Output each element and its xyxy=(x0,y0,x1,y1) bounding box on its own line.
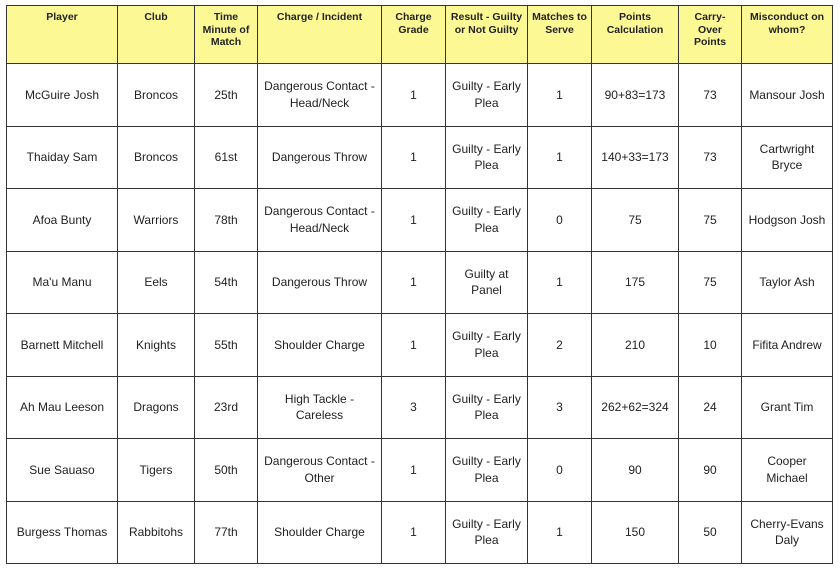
cell-result: Guilty - Early Plea xyxy=(446,126,528,189)
cell-misconduct-on: Cooper Michael xyxy=(742,439,833,502)
cell-club: Tigers xyxy=(118,439,195,502)
header-charge-incident: Charge / Incident xyxy=(258,6,382,64)
cell-club: Dragons xyxy=(118,376,195,439)
cell-player: Afoa Bunty xyxy=(7,189,118,252)
cell-club: Knights xyxy=(118,314,195,377)
cell-matches: 2 xyxy=(528,314,592,377)
cell-grade: 1 xyxy=(382,314,446,377)
cell-player: Burgess Thomas xyxy=(7,501,118,564)
cell-time: 25th xyxy=(195,64,258,127)
cell-grade: 1 xyxy=(382,251,446,314)
table-row xyxy=(7,314,833,377)
cell-misconduct-on: Mansour Josh xyxy=(742,64,833,127)
cell-time: 55th xyxy=(195,314,258,377)
header-charge-grade: Charge Grade xyxy=(382,6,446,64)
cell-charge: Dangerous Contact - Head/Neck xyxy=(258,64,382,127)
cell-time: 50th xyxy=(195,439,258,502)
cell-result: Guilty - Early Plea xyxy=(446,376,528,439)
table-row xyxy=(7,126,833,189)
cell-grade: 1 xyxy=(382,189,446,252)
cell-charge: Dangerous Contact - Head/Neck xyxy=(258,189,382,252)
cell-result: Guilty - Early Plea xyxy=(446,189,528,252)
cell-points: 175 xyxy=(592,251,679,314)
cell-club: Eels xyxy=(118,251,195,314)
table-row xyxy=(7,189,833,252)
cell-misconduct-on: Cartwright Bryce xyxy=(742,126,833,189)
cell-misconduct-on: Fifita Andrew xyxy=(742,314,833,377)
cell-result: Guilty - Early Plea xyxy=(446,314,528,377)
cell-result: Guilty - Early Plea xyxy=(446,439,528,502)
cell-carry-over: 24 xyxy=(679,376,742,439)
cell-club: Broncos xyxy=(118,64,195,127)
table-row xyxy=(7,64,833,127)
cell-carry-over: 75 xyxy=(679,251,742,314)
cell-points: 210 xyxy=(592,314,679,377)
cell-carry-over: 10 xyxy=(679,314,742,377)
cell-player: Thaiday Sam xyxy=(7,126,118,189)
cell-points: 75 xyxy=(592,189,679,252)
cell-club: Warriors xyxy=(118,189,195,252)
header-points-calculation: Points Calculation xyxy=(592,6,679,64)
cell-carry-over: 50 xyxy=(679,501,742,564)
cell-grade: 1 xyxy=(382,439,446,502)
header-result: Result - Guilty or Not Guilty xyxy=(446,6,528,64)
cell-carry-over: 73 xyxy=(679,64,742,127)
cell-points: 262+62=324 xyxy=(592,376,679,439)
cell-misconduct-on: Cherry-Evans Daly xyxy=(742,501,833,564)
cell-grade: 1 xyxy=(382,64,446,127)
cell-carry-over: 90 xyxy=(679,439,742,502)
cell-time: 23rd xyxy=(195,376,258,439)
header-matches-to-serve: Matches to Serve xyxy=(528,6,592,64)
header-time-minute: Time Minute of Match xyxy=(195,6,258,64)
cell-charge: Shoulder Charge xyxy=(258,501,382,564)
cell-player: Barnett Mitchell xyxy=(7,314,118,377)
cell-matches: 1 xyxy=(528,501,592,564)
cell-misconduct-on: Hodgson Josh xyxy=(742,189,833,252)
cell-result: Guilty - Early Plea xyxy=(446,501,528,564)
cell-club: Broncos xyxy=(118,126,195,189)
cell-time: 54th xyxy=(195,251,258,314)
cell-player: Ah Mau Leeson xyxy=(7,376,118,439)
header-misconduct-on-whom: Misconduct on whom? xyxy=(742,6,833,64)
cell-matches: 1 xyxy=(528,126,592,189)
cell-carry-over: 73 xyxy=(679,126,742,189)
cell-grade: 1 xyxy=(382,126,446,189)
cell-club: Rabbitohs xyxy=(118,501,195,564)
cell-matches: 1 xyxy=(528,64,592,127)
cell-misconduct-on: Grant Tim xyxy=(742,376,833,439)
header-club: Club xyxy=(118,6,195,64)
cell-matches: 1 xyxy=(528,251,592,314)
cell-grade: 3 xyxy=(382,376,446,439)
cell-result: Guilty - Early Plea xyxy=(446,64,528,127)
cell-time: 78th xyxy=(195,189,258,252)
cell-time: 77th xyxy=(195,501,258,564)
cell-points: 140+33=173 xyxy=(592,126,679,189)
cell-matches: 3 xyxy=(528,376,592,439)
judiciary-table xyxy=(6,5,833,564)
cell-grade: 1 xyxy=(382,501,446,564)
cell-carry-over: 75 xyxy=(679,189,742,252)
cell-player: Ma'u Manu xyxy=(7,251,118,314)
table-row xyxy=(7,376,833,439)
cell-misconduct-on: Taylor Ash xyxy=(742,251,833,314)
cell-matches: 0 xyxy=(528,439,592,502)
cell-charge: High Tackle - Careless xyxy=(258,376,382,439)
table-row xyxy=(7,439,833,502)
header-carry-over-points: Carry-Over Points xyxy=(679,6,742,64)
header-row xyxy=(7,6,833,64)
cell-player: McGuire Josh xyxy=(7,64,118,127)
cell-charge: Shoulder Charge xyxy=(258,314,382,377)
cell-matches: 0 xyxy=(528,189,592,252)
table-row xyxy=(7,501,833,564)
table-row xyxy=(7,251,833,314)
cell-charge: Dangerous Throw xyxy=(258,126,382,189)
header-player: Player xyxy=(7,6,118,64)
cell-charge: Dangerous Throw xyxy=(258,251,382,314)
cell-points: 90+83=173 xyxy=(592,64,679,127)
cell-points: 90 xyxy=(592,439,679,502)
cell-time: 61st xyxy=(195,126,258,189)
cell-result: Guilty at Panel xyxy=(446,251,528,314)
cell-charge: Dangerous Contact - Other xyxy=(258,439,382,502)
cell-player: Sue Sauaso xyxy=(7,439,118,502)
cell-points: 150 xyxy=(592,501,679,564)
